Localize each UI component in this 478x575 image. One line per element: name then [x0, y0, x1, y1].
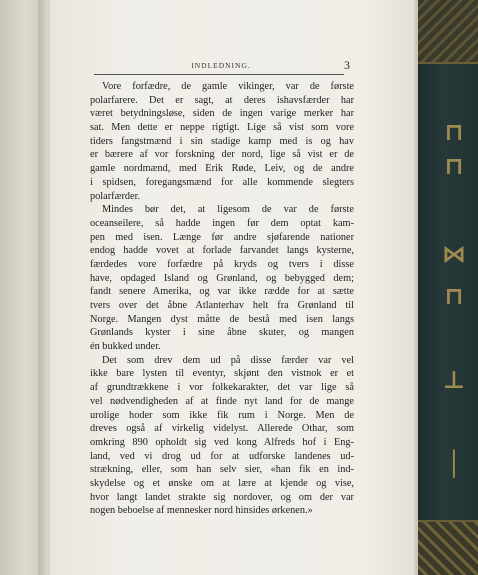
chapter-title: INDLEDNING. [191, 61, 251, 70]
text-line: tvers over det åbne Atlanterhav helt fra Grønland til [90, 300, 354, 311]
text-line: strækning, eller, som han selv sier, «han fik en ind- [90, 464, 354, 476]
text-line: vel nødvendigheden af at finde nyt land for de mange [90, 395, 354, 407]
spine-decoration-glyph: ⋈ [442, 240, 466, 268]
text-line: af grundtrækkene i vor folkekarakter, det var lige så [90, 382, 354, 394]
spine-decoration-glyph: ⊥ [443, 366, 465, 394]
text-line: dreves også af virkelig videlyst. Allerede Othar, som [90, 423, 354, 435]
text-line: tiders fangstmænd i sin stadige kamp med is og hav [90, 135, 354, 147]
text-line: land, ved vi drog ud for at udforske landenes ud- [90, 450, 354, 462]
text-line: fandt senere Amerika, og var ikke rædde for at sætte [90, 286, 354, 298]
text-line: i spidsen, foregangsmænd for alle kommende slegters [90, 176, 354, 188]
header-rule [94, 74, 344, 75]
spine-decoration-glyph: ⊓ [444, 152, 464, 180]
text-line: urolige hoder som ikke fik rum i Norge. Men de [90, 409, 354, 421]
text-line: ikke bare lysten til eventyr, skjønt den vistnok er et [90, 368, 354, 380]
paragraph [90, 354, 354, 518]
text-line: nogen beboelse af mennesker nord hinsides ørkenen.» [90, 505, 313, 517]
text-line: én bukked under. [90, 341, 161, 353]
text-line: endog hadde vovet at forlade farvandet langs kysterne, [90, 245, 354, 257]
text-line: polarfarere. Det er sagt, at deres ishavsfærder har [90, 94, 354, 106]
text-line: skydelse og et ønske om at lære at kjende og vise, [90, 477, 354, 489]
text-line: sat. Men dette er neppe rigtigt. Lige så vist som vore [90, 122, 354, 134]
text-line: Vore forfædre, de gamle vikinger, var de første [102, 81, 354, 92]
text-line: Norge. Mangen dyst måtte de bestå med isen langs [90, 313, 354, 325]
page-number: 3 [344, 58, 350, 72]
text-line: omkring 890 opholdt sig ved kong Alfreds hof i Eng- [90, 436, 354, 448]
text-line: have, opdaged Island og Grønland, og bebygged dem; [90, 272, 354, 284]
spine-decoration-glyph: ⊓ [444, 282, 464, 310]
body-text [90, 80, 354, 518]
spine-decoration-glyph: │ [446, 450, 462, 478]
text-line: færdedes vore forfædre på kryds og tvers i disse [90, 258, 354, 270]
spine-ornament-bottom [418, 520, 478, 575]
running-head [92, 58, 350, 74]
spine-ornament-top [418, 0, 478, 64]
text-line: været betydningsløse, siden de ingen varige merker har [90, 108, 354, 120]
text-line: er bærere af vor forskning der nord, lige så vist er de [90, 149, 354, 161]
text-line: hvor langt landet strakte sig nordover, og om der var [90, 491, 354, 503]
text-line: oceanseilere, så hadde ingen før dem optat kam- [90, 217, 354, 229]
text-line: gamle nordmænd, med Erik Røde, Leiv, og de andre [90, 163, 354, 175]
text-line: Grønlands kyster i sine åbne skuter, og mangen [90, 327, 354, 339]
text-line: pen med isen. Længe før andre sjøfarende nationer [90, 231, 354, 243]
text-line: Mindes bør det, at ligesom de var de første [102, 204, 354, 216]
paragraph [90, 203, 354, 354]
text-line: polarfærder. [90, 190, 141, 202]
book-spine [418, 0, 478, 575]
text-line: Det som drev dem ud på disse færder var vel [102, 354, 354, 366]
spine-decoration-glyph: ⊓ [444, 118, 464, 146]
paragraph [90, 80, 354, 203]
